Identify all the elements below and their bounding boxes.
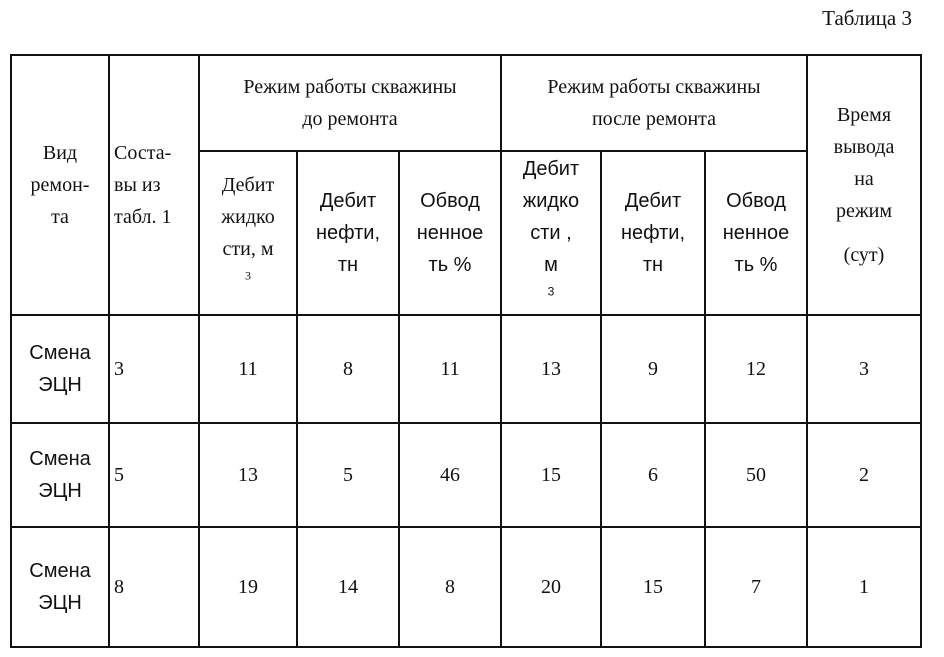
cell-time: 2 [807, 423, 921, 527]
cell-before-oil: 14 [297, 527, 399, 647]
cell-composition: 5 [109, 423, 199, 527]
cell-before-liquid: 19 [199, 527, 297, 647]
table-row [11, 423, 921, 527]
cell-repair-type: Смена ЭЦН [11, 315, 109, 423]
header-before-water-cut: Обвод ненное ть % [399, 151, 501, 315]
cell-after-liquid: 13 [501, 315, 601, 423]
header-row-1 [11, 55, 921, 151]
cell-after-oil: 9 [601, 315, 705, 423]
table-caption: Таблица 3 [822, 6, 912, 30]
cell-after-oil: 6 [601, 423, 705, 527]
cell-before-water: 8 [399, 527, 501, 647]
cell-before-water: 46 [399, 423, 501, 527]
cell-after-liquid: 15 [501, 423, 601, 527]
header-before-liquid-rate: Дебит жидко сти, м $^3$ [199, 151, 297, 315]
table-row [11, 315, 921, 423]
cell-after-oil: 15 [601, 527, 705, 647]
cell-repair-type: Смена ЭЦН [11, 423, 109, 527]
cell-before-liquid: 11 [199, 315, 297, 423]
header-after-water-cut: Обвод ненное ть % [705, 151, 807, 315]
header-repair-type: Вид ремон- та [11, 55, 109, 315]
cell-time: 1 [807, 527, 921, 647]
cell-before-water: 11 [399, 315, 501, 423]
cell-after-water: 7 [705, 527, 807, 647]
repair-table [10, 54, 922, 648]
cell-after-water: 12 [705, 315, 807, 423]
header-after-oil-rate: Дебит нефти, тн [601, 151, 705, 315]
cell-repair-type: Смена ЭЦН [11, 527, 109, 647]
cell-after-water: 50 [705, 423, 807, 527]
header-before-repair: Режим работы скважины до ремонта [199, 55, 501, 151]
header-compositions: Соста- вы из табл. 1 [109, 55, 199, 315]
header-before-oil-rate: Дебит нефти, тн [297, 151, 399, 315]
header-after-liquid-rate: Дебит жидко сти , м $^3$ [501, 151, 601, 315]
cell-before-oil: 5 [297, 423, 399, 527]
header-time-to-mode: Время вывода на режим (сут) [807, 55, 921, 315]
cell-after-liquid: 20 [501, 527, 601, 647]
cell-time: 3 [807, 315, 921, 423]
cell-before-oil: 8 [297, 315, 399, 423]
header-after-repair: Режим работы скважины после ремонта [501, 55, 807, 151]
cell-composition: 3 [109, 315, 199, 423]
table-row [11, 527, 921, 647]
cell-composition: 8 [109, 527, 199, 647]
cell-before-liquid: 13 [199, 423, 297, 527]
